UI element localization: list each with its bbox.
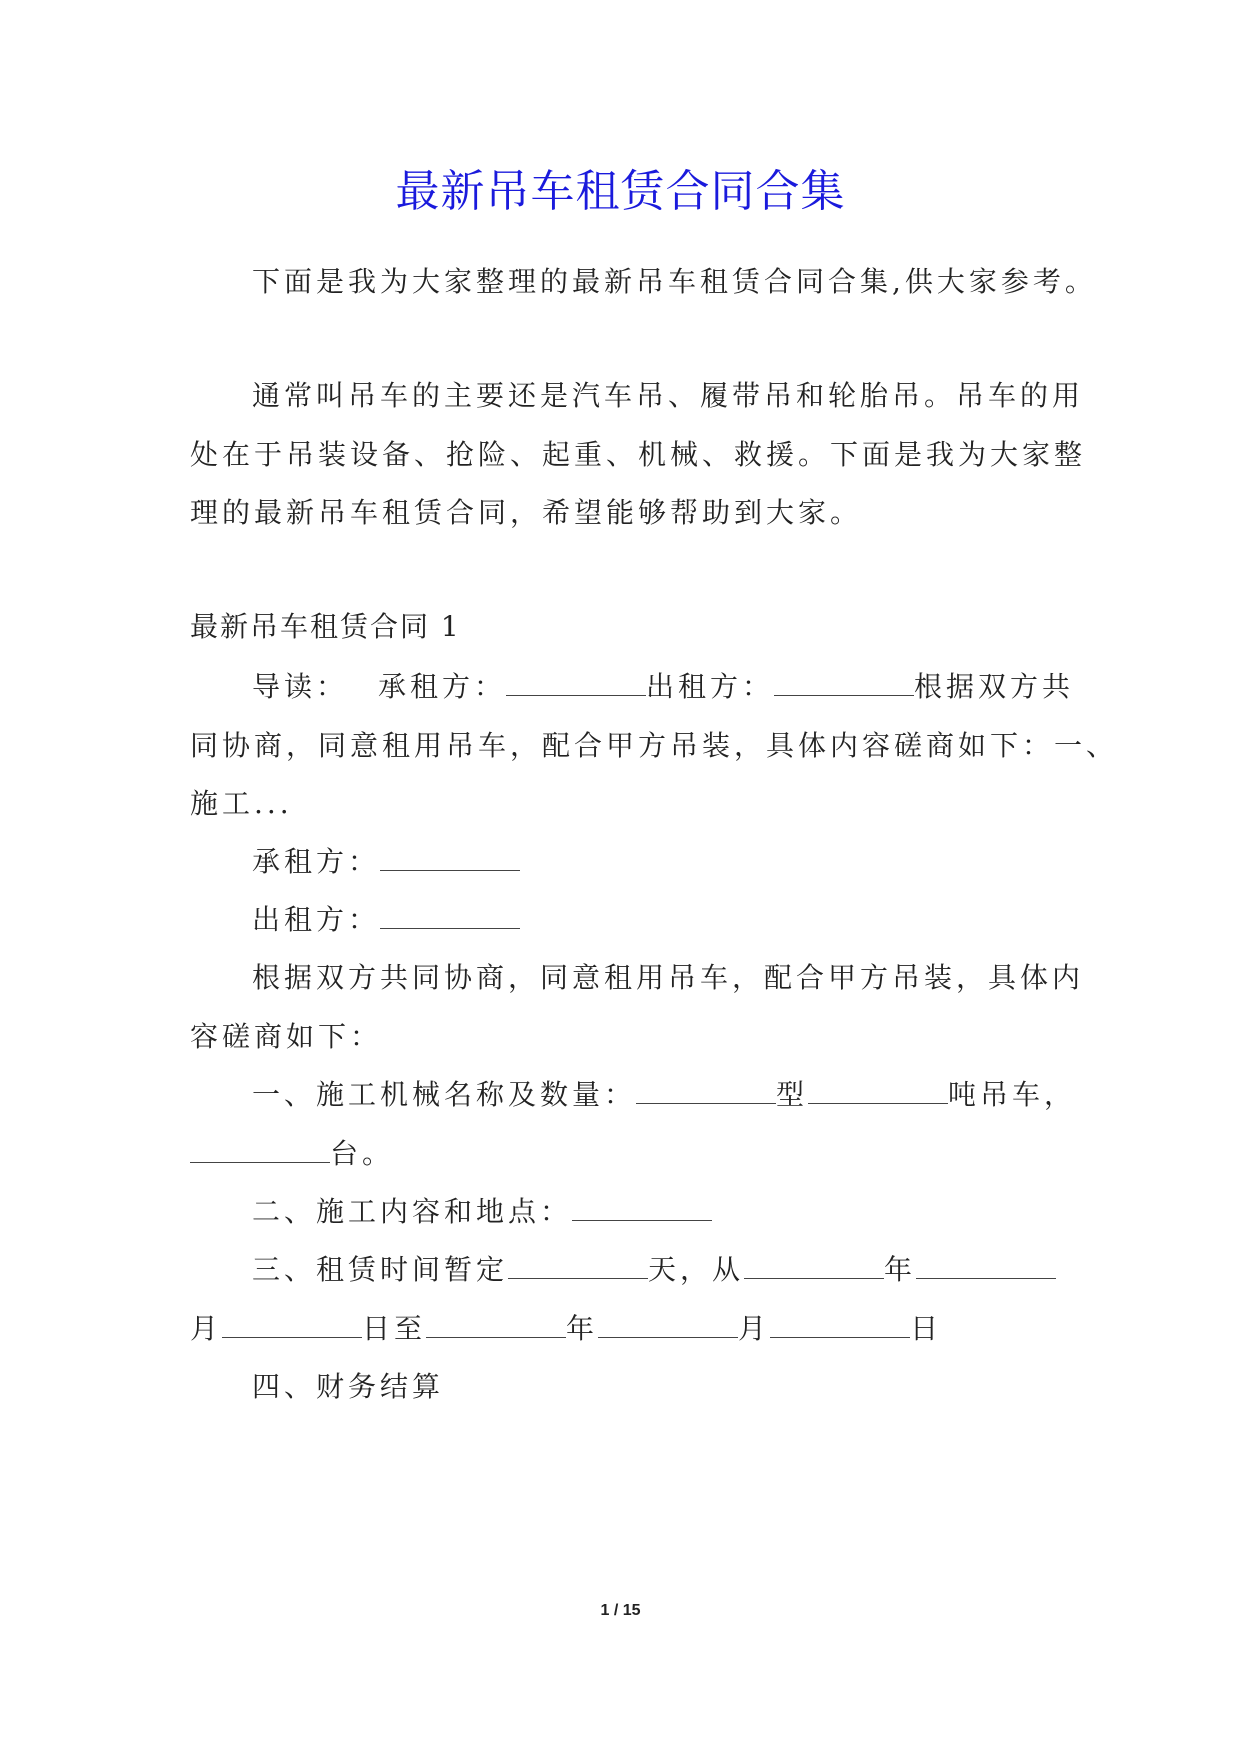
blank-field[interactable] [222, 1315, 362, 1338]
item3-day-to: 日至 [362, 1312, 427, 1345]
blank-field[interactable] [508, 1256, 648, 1279]
item3-year: 年 [884, 1253, 917, 1286]
item3-year-2: 年 [566, 1312, 599, 1345]
item1-unit: 台。 [330, 1137, 395, 1170]
item1-label: 一、施工机械名称及数量： [252, 1078, 637, 1111]
section-title: 最新吊车租赁合同 1 [190, 610, 461, 643]
item3-month-2: 月 [738, 1312, 771, 1345]
guide-line [252, 667, 1074, 707]
blank-field[interactable] [744, 1256, 884, 1279]
blank-field[interactable] [598, 1315, 738, 1338]
blank-field[interactable] [572, 1198, 712, 1221]
blank-field[interactable] [506, 673, 646, 696]
page-number: 1 / 15 [600, 1602, 641, 1619]
lessor-label: 出租方： [252, 903, 381, 936]
paragraph-line: 根据双方共同协商，同意租用吊车，配合甲方吊装，具体内 [252, 961, 1085, 994]
document-title: 最新吊车租赁合同合集 [395, 166, 846, 217]
paragraph-line: 容磋商如下： [190, 1020, 383, 1053]
item3-day-2: 日 [910, 1312, 943, 1345]
lessor-blank-field[interactable] [380, 906, 520, 929]
item3-line [252, 1250, 1056, 1290]
item3-line-2 [190, 1309, 942, 1349]
blank-field[interactable] [426, 1315, 566, 1338]
guide-lessee-label: 承租方： [378, 670, 507, 703]
lessee-label: 承租方： [252, 845, 381, 878]
blank-field[interactable] [636, 1081, 776, 1104]
lessee-blank-field[interactable] [380, 848, 520, 871]
paragraph-line: 处在于吊装设备、抢险、起重、机械、救援。下面是我为大家整 [190, 438, 1087, 471]
item1-line-2 [190, 1134, 394, 1174]
intro-paragraph: 下面是我为大家整理的最新吊车租赁合同合集,供大家参考。 [252, 265, 1097, 298]
paragraph-line: 通常叫吊车的主要还是汽车吊、履带吊和轮胎吊。吊车的用 [252, 379, 1085, 412]
item2-line [252, 1192, 712, 1232]
paragraph-line: 同协商，同意租用吊车，配合甲方吊装，具体内容磋商如下：一、 [190, 729, 1119, 762]
blank-field[interactable] [916, 1256, 1056, 1279]
item4-heading: 四、财务结算 [252, 1370, 445, 1403]
guide-tail: 根据双方共 [914, 670, 1075, 703]
lessee-line [252, 842, 520, 882]
blank-field[interactable] [190, 1140, 330, 1163]
guide-lessor-label: 出租方： [646, 670, 775, 703]
lessor-line [252, 900, 520, 940]
item3-label: 三、租赁时间暂定 [252, 1253, 509, 1286]
blank-field[interactable] [770, 1315, 910, 1338]
paragraph-line: 施工... [190, 787, 293, 820]
item3-month: 月 [190, 1312, 223, 1345]
blank-field[interactable] [774, 673, 914, 696]
blank-field[interactable] [808, 1081, 948, 1104]
item1-ton: 吨吊车， [948, 1078, 1077, 1111]
item1-line [252, 1075, 1076, 1115]
item3-days: 天，从 [648, 1253, 745, 1286]
guide-label: 导读： [252, 670, 349, 703]
paragraph-line: 理的最新吊车租赁合同，希望能够帮助到大家。 [190, 496, 863, 529]
item2-label: 二、施工内容和地点： [252, 1195, 573, 1228]
item1-type: 型 [776, 1078, 809, 1111]
